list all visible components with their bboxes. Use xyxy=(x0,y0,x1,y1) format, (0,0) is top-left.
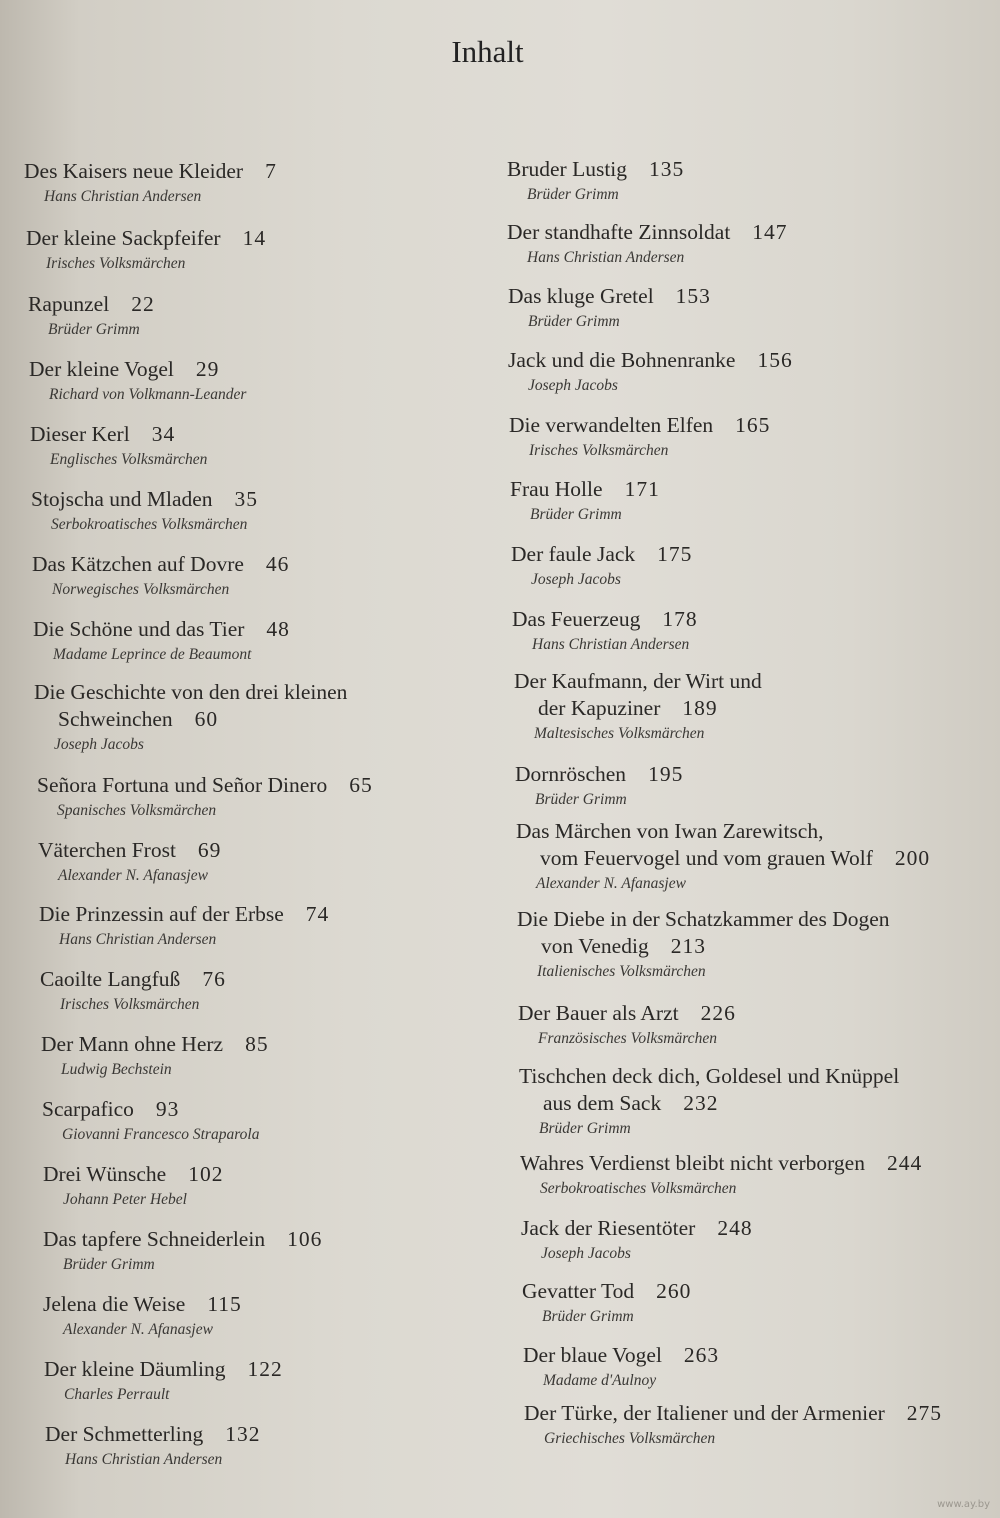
page-number: 132 xyxy=(225,1422,261,1446)
toc-entry xyxy=(40,966,226,1017)
toc-entry xyxy=(507,219,788,270)
entry-author: Brüder Grimm xyxy=(535,791,627,808)
toc-entry xyxy=(516,818,930,896)
toc-entry xyxy=(34,679,347,757)
toc-entry xyxy=(45,1421,260,1472)
entry-title: Der Türke, der Italiener und der Armenier 275 xyxy=(524,1401,943,1425)
page-number: 178 xyxy=(662,607,698,631)
toc-entry xyxy=(520,1150,922,1201)
entry-title: Der kleine Sackpfeifer 14 xyxy=(26,226,267,250)
entry-title: Der kleine Däumling 122 xyxy=(44,1357,283,1381)
page-number: 189 xyxy=(682,696,718,720)
entry-title: Señora Fortuna und Señor Dinero 65 xyxy=(37,773,373,797)
entry-title: Frau Holle 171 xyxy=(510,477,660,501)
entry-title: Dornröschen 195 xyxy=(515,762,684,786)
entry-author: Brüder Grimm xyxy=(527,186,619,203)
entry-title: Der standhafte Zinnsoldat 147 xyxy=(507,220,788,244)
page-number: 213 xyxy=(670,934,706,958)
entry-author: Brüder Grimm xyxy=(528,313,620,330)
page-number: 74 xyxy=(305,902,330,926)
entry-title: Caoilte Langfuß 76 xyxy=(40,967,226,991)
toc-entry xyxy=(29,356,246,407)
toc-entry xyxy=(509,412,770,463)
entry-title: Die Schöne und das Tier 48 xyxy=(33,617,290,641)
entry-title: Des Kaisers neue Kleider 7 xyxy=(24,159,277,183)
entry-author: Brüder Grimm xyxy=(542,1308,634,1325)
toc-entry xyxy=(43,1161,223,1212)
page-number: 85 xyxy=(245,1032,269,1056)
entry-title: Der Bauer als Arzt 226 xyxy=(518,1001,736,1025)
page-number: 248 xyxy=(717,1216,753,1240)
entry-author: Richard von Volkmann-Leander xyxy=(49,386,247,403)
toc-entry xyxy=(31,486,258,537)
toc-entry xyxy=(517,906,890,984)
entry-title: Das kluge Gretel 153 xyxy=(508,284,711,308)
toc-entry xyxy=(522,1278,691,1329)
entry-title: Der Schmetterling 132 xyxy=(45,1422,261,1446)
page-number: 48 xyxy=(266,617,290,641)
page-number: 226 xyxy=(700,1001,736,1025)
toc-entry xyxy=(39,901,329,952)
page-number: 14 xyxy=(242,226,267,250)
entry-author: Hans Christian Andersen xyxy=(44,188,202,205)
entry-author: Brüder Grimm xyxy=(530,506,622,523)
page-number: 153 xyxy=(675,284,711,308)
page-number: 60 xyxy=(194,707,219,731)
page-number: 35 xyxy=(234,487,259,511)
entry-author: Maltesisches Volksmärchen xyxy=(534,725,705,742)
entry-author: Joseph Jacobs xyxy=(54,736,144,753)
entry-title: von Venedig 213 xyxy=(541,934,706,958)
entry-title: der Kapuziner 189 xyxy=(538,696,718,720)
entry-author: Alexander N. Afanasjew xyxy=(63,1321,213,1338)
entry-author: Irisches Volksmärchen xyxy=(46,255,186,272)
toc-entry xyxy=(510,476,660,527)
entry-title: Das tapfere Schneiderlein 106 xyxy=(43,1227,323,1251)
toc-entry xyxy=(519,1063,899,1141)
entry-author: Serbokroatisches Volksmärchen xyxy=(51,516,248,533)
toc-entry xyxy=(38,837,221,888)
entry-title: Die Diebe in der Schatzkammer des Dogen xyxy=(517,907,890,931)
toc-entry xyxy=(37,772,373,823)
entry-title: Gevatter Tod 260 xyxy=(522,1279,692,1303)
toc-entry xyxy=(514,668,762,746)
entry-title: Die Geschichte von den drei kleinen xyxy=(34,680,348,704)
entry-title: Dieser Kerl 34 xyxy=(30,422,176,446)
entry-author: Serbokroatisches Volksmärchen xyxy=(540,1180,737,1197)
entry-title: Der Kaufmann, der Wirt und xyxy=(514,669,762,693)
entry-title: Der blaue Vogel 263 xyxy=(523,1343,720,1367)
toc-entry xyxy=(523,1342,719,1393)
entry-title: aus dem Sack 232 xyxy=(543,1091,719,1115)
page-title: Inhalt xyxy=(451,34,524,69)
page-number: 102 xyxy=(188,1162,224,1186)
toc-entry xyxy=(44,1356,283,1407)
entry-title: Die verwandelten Elfen 165 xyxy=(509,413,771,437)
page-number: 232 xyxy=(683,1091,719,1115)
entry-author: Joseph Jacobs xyxy=(541,1245,631,1262)
entry-title: Wahres Verdienst bleibt nicht verborgen 244 xyxy=(520,1151,923,1175)
entry-author: Hans Christian Andersen xyxy=(65,1451,223,1468)
entry-author: Brüder Grimm xyxy=(63,1256,155,1273)
entry-author: Joseph Jacobs xyxy=(531,571,621,588)
toc-entry xyxy=(30,421,207,472)
entry-author: Italienisches Volksmärchen xyxy=(537,963,706,980)
page-number: 106 xyxy=(287,1227,323,1251)
toc-entry xyxy=(32,551,289,602)
entry-author: Spanisches Volksmärchen xyxy=(57,802,217,819)
entry-author: Brüder Grimm xyxy=(48,321,140,338)
entry-author: Griechisches Volksmärchen xyxy=(544,1430,716,1447)
entry-title: Die Prinzessin auf der Erbse 74 xyxy=(39,902,330,926)
entry-title: Das Feuerzeug 178 xyxy=(512,607,698,631)
entry-author: Madame Leprince de Beaumont xyxy=(53,646,252,663)
entry-author: Hans Christian Andersen xyxy=(532,636,690,653)
toc-entry xyxy=(508,347,793,398)
entry-author: Norwegisches Volksmärchen xyxy=(52,581,230,598)
entry-author: Madame d'Aulnoy xyxy=(543,1372,657,1389)
entry-author: Giovanni Francesco Straparola xyxy=(62,1126,260,1143)
page-number: 171 xyxy=(624,477,660,501)
page-number: 93 xyxy=(155,1097,180,1121)
toc-entry xyxy=(518,1000,736,1051)
entry-title: Bruder Lustig 135 xyxy=(507,157,685,181)
page-number: 200 xyxy=(894,846,931,870)
page-number: 69 xyxy=(197,838,222,862)
entry-author: Charles Perrault xyxy=(64,1386,170,1403)
entry-author: Joseph Jacobs xyxy=(528,377,618,394)
toc-entry xyxy=(26,225,266,276)
page-number: 244 xyxy=(886,1151,923,1175)
page-number: 7 xyxy=(265,159,277,183)
entry-author: Hans Christian Andersen xyxy=(59,931,217,948)
toc-entry xyxy=(24,158,277,209)
entry-author: Irisches Volksmärchen xyxy=(529,442,669,459)
entry-title: Väterchen Frost 69 xyxy=(38,838,222,862)
page-number: 34 xyxy=(151,422,176,446)
entry-title: Tischchen deck dich, Goldesel und Knüppel xyxy=(519,1064,900,1088)
entry-title: Scarpafico 93 xyxy=(42,1097,180,1121)
entry-author: Ludwig Bechstein xyxy=(61,1061,172,1078)
page-number: 165 xyxy=(735,413,771,437)
entry-author: Brüder Grimm xyxy=(539,1120,631,1137)
toc-entry xyxy=(508,283,711,334)
entry-title: Jack und die Bohnenranke 156 xyxy=(508,348,793,372)
entry-title: Rapunzel 22 xyxy=(28,292,155,316)
entry-author: Johann Peter Hebel xyxy=(63,1191,187,1208)
entry-title: Der Mann ohne Herz 85 xyxy=(41,1032,269,1056)
page-number: 29 xyxy=(195,357,220,381)
toc-entry xyxy=(33,616,290,667)
entry-title: Drei Wünsche 102 xyxy=(43,1162,224,1186)
entry-title: Stojscha und Mladen 35 xyxy=(31,487,259,511)
toc-entry xyxy=(43,1226,322,1277)
toc-entry xyxy=(28,291,155,342)
page-number: 175 xyxy=(657,542,693,566)
toc-entry xyxy=(515,761,683,812)
page-number: 263 xyxy=(683,1343,720,1367)
entry-author: Englisches Volksmärchen xyxy=(50,451,208,468)
entry-title: Der faule Jack 175 xyxy=(511,542,693,566)
entry-author: Irisches Volksmärchen xyxy=(60,996,200,1013)
page-number: 260 xyxy=(656,1279,692,1303)
entry-title: Jelena die Weise 115 xyxy=(43,1292,242,1316)
entry-title: Das Kätzchen auf Dovre 46 xyxy=(32,552,290,576)
entry-author: Alexander N. Afanasjew xyxy=(536,875,686,892)
page-number: 135 xyxy=(649,157,685,181)
toc-entry xyxy=(511,541,692,592)
page-number: 22 xyxy=(131,292,155,316)
entry-author: Alexander N. Afanasjew xyxy=(58,867,208,884)
entry-author: Französisches Volksmärchen xyxy=(538,1030,717,1047)
page-number: 156 xyxy=(757,348,793,372)
toc-entry xyxy=(507,156,684,207)
page-number: 76 xyxy=(202,967,226,991)
toc-entry xyxy=(42,1096,259,1147)
entry-title: vom Feuervogel und vom grauen Wolf 200 xyxy=(540,846,931,870)
toc-entry xyxy=(41,1031,269,1082)
entry-title: Das Märchen von Iwan Zarewitsch, xyxy=(516,819,824,843)
watermark: www.ay.by xyxy=(937,1499,990,1510)
entry-title: Der kleine Vogel 29 xyxy=(29,357,220,381)
toc-entry xyxy=(521,1215,753,1266)
entry-title: Jack der Riesentöter 248 xyxy=(521,1216,753,1240)
toc-entry xyxy=(512,606,698,657)
page-number: 195 xyxy=(648,762,684,786)
page-number: 147 xyxy=(752,220,788,244)
entry-title: Schweinchen 60 xyxy=(58,707,219,731)
page-number: 115 xyxy=(207,1292,242,1316)
page-number: 46 xyxy=(265,552,290,576)
page-number: 65 xyxy=(349,773,373,797)
page-number: 122 xyxy=(247,1357,283,1381)
toc-entry xyxy=(43,1291,242,1342)
page-number: 275 xyxy=(906,1401,943,1425)
toc-entry xyxy=(524,1400,942,1451)
entry-author: Hans Christian Andersen xyxy=(527,249,685,266)
